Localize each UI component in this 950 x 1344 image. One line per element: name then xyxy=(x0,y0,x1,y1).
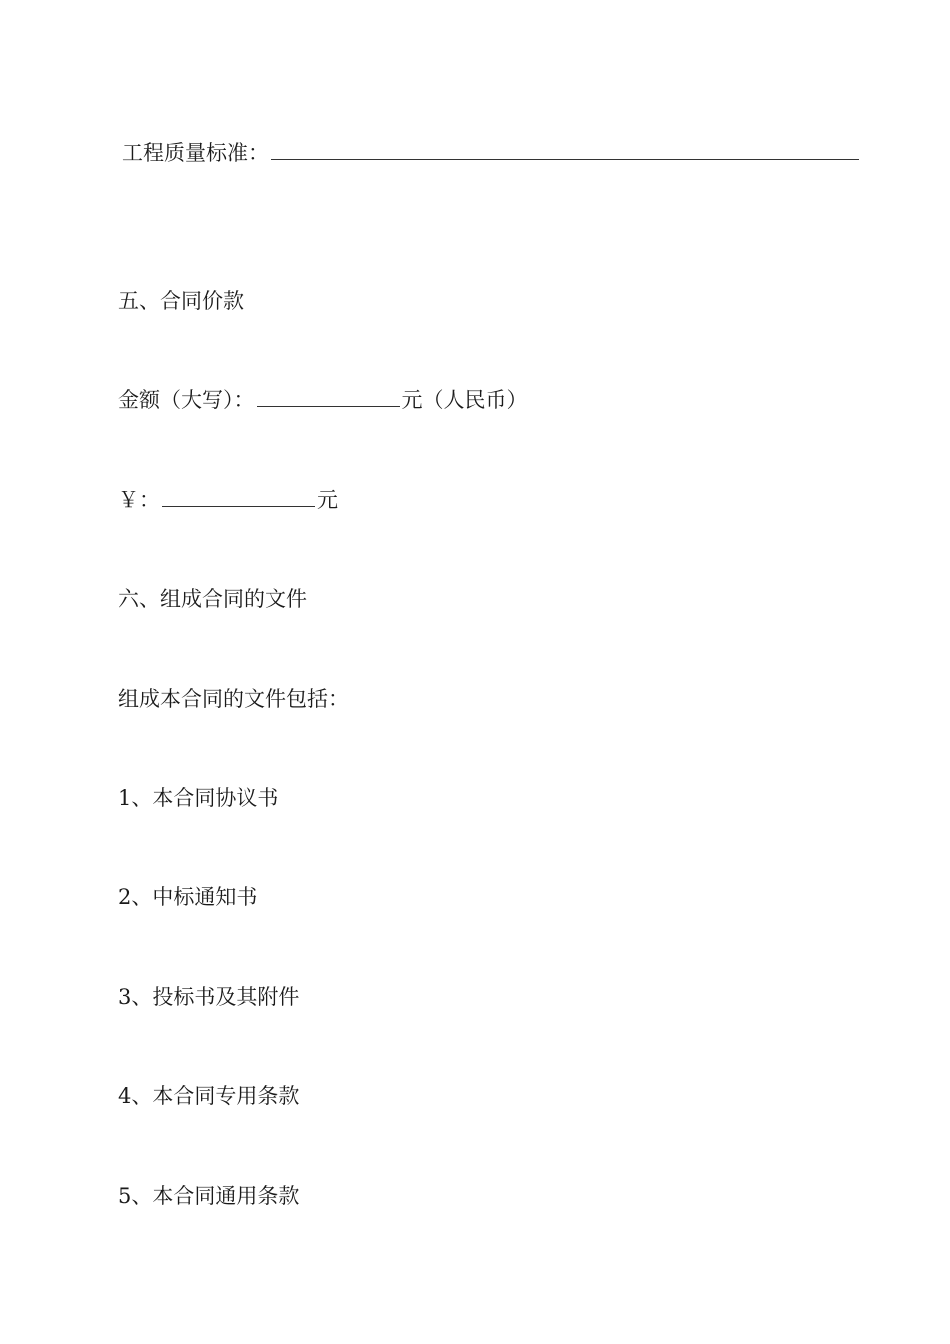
section5-heading: 五、合同价款 xyxy=(118,289,244,313)
document-item: 3、投标书及其附件 xyxy=(118,985,300,1009)
yen-label: ￥： xyxy=(118,488,160,512)
document-item: 4、本合同专用条款 xyxy=(118,1084,300,1108)
quality-standard-blank[interactable] xyxy=(271,139,859,160)
yen-line xyxy=(118,486,338,514)
amount-unit: 元（人民币） xyxy=(401,388,528,412)
quality-standard-line xyxy=(122,139,861,167)
amount-line xyxy=(118,386,528,414)
yen-unit: 元 xyxy=(317,488,338,512)
documents-intro: 组成本合同的文件包括： xyxy=(118,687,349,711)
document-item: 2、中标通知书 xyxy=(118,885,258,909)
quality-standard-label: 工程质量标准： xyxy=(122,141,269,165)
amount-blank[interactable] xyxy=(257,386,400,407)
amount-label: 金额（大写）： xyxy=(118,388,255,412)
document-item: 1、本合同协议书 xyxy=(118,786,279,810)
section6-heading: 六、组成合同的文件 xyxy=(118,587,307,611)
yen-blank[interactable] xyxy=(162,486,315,507)
document-item: 5、本合同通用条款 xyxy=(118,1184,300,1208)
